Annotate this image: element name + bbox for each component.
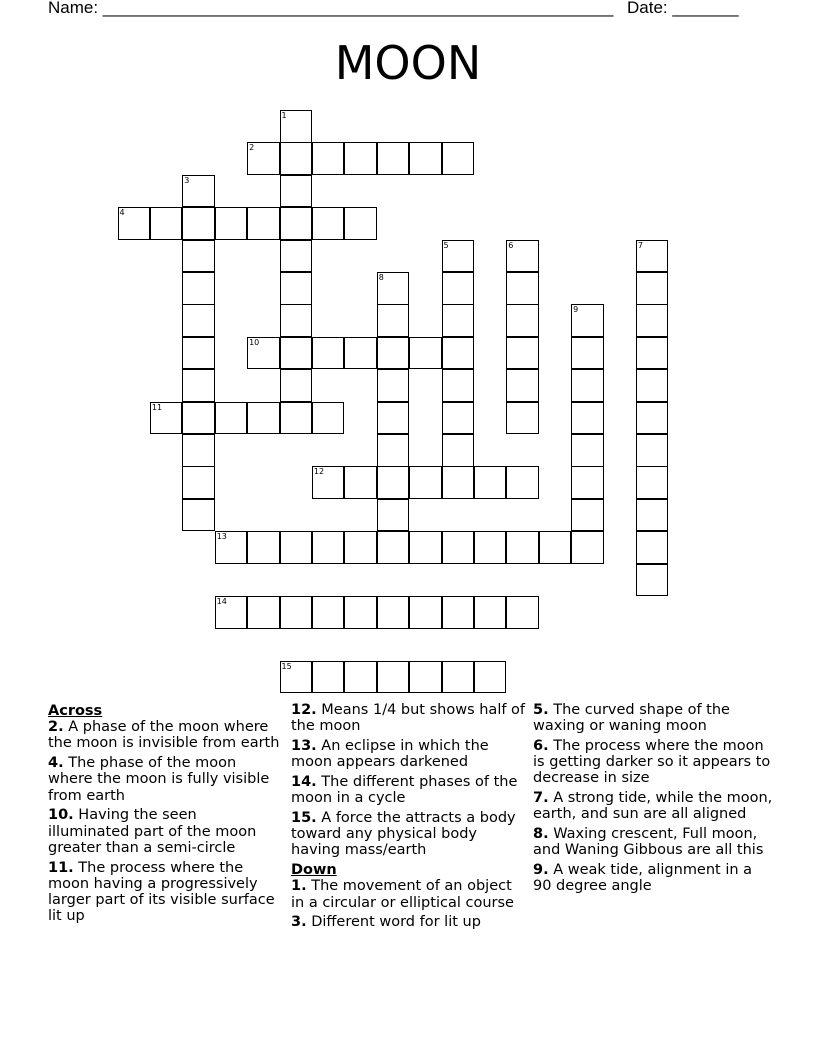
clue-text: Means 1/4 but shows half of the moon	[291, 702, 526, 735]
grid-cell[interactable]	[571, 434, 604, 467]
clue-item	[291, 914, 527, 930]
clue-item	[291, 774, 527, 806]
clue-item	[291, 810, 527, 859]
grid-cell[interactable]	[247, 207, 280, 240]
grid-cell[interactable]	[344, 142, 377, 175]
clue-number: 2	[249, 143, 255, 153]
grid-cell[interactable]	[442, 337, 475, 370]
grid-cell[interactable]	[377, 369, 410, 402]
clue-num: 5.	[533, 702, 549, 718]
grid-cell[interactable]	[571, 402, 604, 435]
grid-cell[interactable]	[247, 337, 280, 370]
clue-number: 13	[216, 532, 227, 542]
grid-cell[interactable]	[377, 466, 410, 499]
clue-num: 4.	[48, 755, 64, 772]
grid-cell[interactable]	[280, 369, 313, 402]
grid-cell[interactable]	[442, 142, 475, 175]
clue-number: 6	[508, 240, 514, 250]
grid-cell[interactable]	[506, 402, 539, 435]
clue-number: 12	[313, 467, 325, 477]
grid-cell[interactable]	[409, 337, 442, 370]
grid-cell[interactable]	[571, 466, 604, 499]
clue-num: 11.	[48, 859, 74, 876]
clue-text: The movement of an object in a circular or elliptical course	[291, 878, 514, 911]
clue-number: 9	[573, 305, 579, 315]
clue-num: 1.	[291, 878, 307, 895]
clue-text: Waxing crescent, Full moon, and Waning Gibbous are all this	[533, 826, 764, 859]
grid-cell[interactable]	[182, 272, 215, 305]
clue-text: A strong tide, while the moon, earth, and sun are all aligned	[533, 790, 773, 823]
grid-cell[interactable]	[571, 531, 604, 564]
grid-cell[interactable]	[215, 207, 248, 240]
clue-number: 8	[378, 273, 384, 282]
grid-cell[interactable]	[409, 596, 442, 629]
grid-cell[interactable]	[571, 369, 604, 402]
grid-cell[interactable]	[280, 531, 313, 564]
date-field: Date: _______	[627, 0, 739, 17]
grid-cell[interactable]	[377, 596, 410, 629]
clue-num: 12.	[291, 702, 317, 718]
grid-cell[interactable]	[182, 207, 215, 240]
clue-number: 11	[151, 402, 163, 412]
grid-cell[interactable]	[312, 207, 345, 240]
grid-cell[interactable]	[571, 499, 604, 532]
grid-cell[interactable]	[344, 337, 377, 370]
grid-cell[interactable]	[182, 240, 215, 273]
grid-cell[interactable]	[506, 337, 539, 370]
clue-text: A phase of the moon where the moon is invisible from earth	[48, 719, 280, 752]
clue-number: 10	[249, 337, 260, 347]
clue-num: 10.	[48, 807, 74, 824]
clue-item	[291, 878, 527, 910]
grid-cell[interactable]	[377, 402, 410, 435]
grid-cell[interactable]	[636, 272, 669, 305]
clue-num: 6.	[533, 738, 549, 754]
grid-cell[interactable]	[344, 596, 377, 629]
grid-cell[interactable]	[312, 661, 345, 694]
grid-cell[interactable]	[377, 531, 410, 564]
clue-text: The process where the moon is getting darker so it appears to decrease in size	[533, 738, 771, 787]
grid-cell[interactable]	[247, 596, 280, 629]
grid-cell[interactable]	[280, 402, 313, 435]
clues-column-2	[291, 702, 527, 934]
clue-text: The phase of the moon where the moon is fully visible from earth	[48, 755, 270, 804]
grid-cell[interactable]	[636, 402, 669, 435]
grid-cell[interactable]	[312, 466, 345, 499]
clue-text: A weak tide, alignment in a 90 degree angle	[533, 862, 753, 895]
grid-cell[interactable]	[636, 240, 669, 273]
grid-cell[interactable]	[442, 369, 475, 402]
grid-cell[interactable]	[280, 596, 313, 629]
grid-cell[interactable]	[377, 499, 410, 532]
grid-cell[interactable]	[280, 304, 313, 337]
grid-cell[interactable]	[474, 531, 507, 564]
grid-cell[interactable]	[182, 466, 215, 499]
clue-text: An eclipse in which the moon appears darkened	[291, 738, 489, 771]
grid-cell[interactable]	[636, 369, 669, 402]
clue-num: 15.	[291, 810, 317, 826]
grid-cell[interactable]	[377, 434, 410, 467]
grid-cell[interactable]	[182, 337, 215, 370]
grid-cell[interactable]	[312, 596, 345, 629]
clue-item	[291, 702, 527, 734]
grid-cell[interactable]	[636, 499, 669, 532]
grid-cell[interactable]	[377, 142, 410, 175]
grid-cell[interactable]	[215, 402, 248, 435]
clue-number: 3	[184, 175, 190, 185]
page-title: MOON	[334, 36, 482, 90]
grid-cell[interactable]	[377, 661, 410, 694]
grid-cell[interactable]	[247, 402, 280, 435]
clue-num: 3.	[291, 914, 307, 931]
grid-cell[interactable]	[182, 304, 215, 337]
clue-item	[48, 860, 280, 925]
grid-cell[interactable]	[636, 304, 669, 337]
grid-cell[interactable]	[280, 207, 313, 240]
clue-text: The different phases of the moon in a cycle	[291, 774, 518, 807]
grid-cell[interactable]	[409, 142, 442, 175]
grid-cell[interactable]	[312, 402, 345, 435]
grid-cell[interactable]	[442, 596, 475, 629]
grid-cell[interactable]	[539, 531, 572, 564]
clue-item	[533, 790, 773, 822]
grid-cell[interactable]	[636, 531, 669, 564]
grid-cell[interactable]	[506, 240, 539, 273]
grid-cell[interactable]	[409, 466, 442, 499]
clue-number: 7	[637, 240, 643, 250]
grid-cell[interactable]	[506, 369, 539, 402]
clue-item	[533, 738, 773, 787]
grid-cell[interactable]	[442, 661, 475, 694]
clue-item	[533, 862, 773, 894]
clue-number: 4	[119, 208, 125, 218]
grid-cell[interactable]	[506, 531, 539, 564]
grid-cell[interactable]	[377, 272, 410, 305]
clue-num: 8.	[533, 826, 549, 843]
clue-num: 14.	[291, 774, 317, 790]
grid-cell[interactable]	[409, 531, 442, 564]
grid-cell[interactable]	[215, 596, 248, 629]
clue-text: A force the attracts a body toward any physical body having mass/earth	[291, 810, 516, 859]
clue-item	[533, 826, 773, 858]
grid-cell[interactable]	[506, 272, 539, 305]
grid-cell[interactable]	[150, 402, 183, 435]
grid-cell[interactable]	[344, 531, 377, 564]
grid-cell[interactable]	[636, 466, 669, 499]
grid-cell[interactable]	[280, 175, 313, 208]
grid-cell[interactable]	[636, 434, 669, 467]
grid-cell[interactable]	[312, 142, 345, 175]
grid-cell[interactable]	[182, 402, 215, 435]
grid-cell[interactable]	[474, 596, 507, 629]
clue-number: 1	[281, 111, 287, 120]
grid-cell[interactable]	[636, 337, 669, 370]
grid-cell[interactable]	[280, 142, 313, 175]
grid-cell[interactable]	[506, 466, 539, 499]
grid-cell[interactable]	[280, 240, 313, 273]
grid-cell[interactable]	[442, 466, 475, 499]
grid-cell[interactable]	[377, 337, 410, 370]
clue-number: 14	[216, 597, 227, 606]
name-field: Name: ______________________________________________________	[48, 0, 614, 17]
grid-cell[interactable]	[442, 272, 475, 305]
grid-cell[interactable]	[636, 564, 669, 597]
grid-cell[interactable]	[312, 337, 345, 370]
grid-cell[interactable]	[182, 369, 215, 402]
clue-item	[533, 702, 773, 734]
grid-cell[interactable]	[409, 661, 442, 694]
clue-text: Having the seen illuminated part of the moon greater than a semi-circle	[48, 807, 257, 856]
grid-cell[interactable]	[247, 142, 280, 175]
grid-cell[interactable]	[442, 304, 475, 337]
clue-num: 9.	[533, 862, 549, 879]
clue-number: 5	[443, 240, 449, 250]
clue-item	[48, 807, 280, 856]
clue-text: Different word for lit up	[311, 914, 481, 931]
clue-num: 2.	[48, 719, 64, 736]
grid-cell[interactable]	[571, 337, 604, 370]
grid-cell[interactable]	[150, 207, 183, 240]
grid-cell[interactable]	[247, 531, 280, 564]
grid-cell[interactable]	[506, 304, 539, 337]
grid-cell[interactable]	[506, 596, 539, 629]
grid-cell[interactable]	[280, 272, 313, 305]
grid-cell[interactable]	[215, 531, 248, 564]
grid-cell[interactable]	[280, 661, 313, 694]
grid-cell[interactable]	[280, 337, 313, 370]
down-heading: Down	[291, 862, 337, 879]
grid-cell[interactable]	[182, 175, 215, 208]
grid-cell[interactable]	[344, 661, 377, 694]
grid-cell[interactable]	[344, 207, 377, 240]
grid-cell[interactable]	[312, 531, 345, 564]
clue-item	[291, 738, 527, 770]
clue-num: 7.	[533, 790, 549, 807]
grid-cell[interactable]	[474, 466, 507, 499]
grid-cell[interactable]	[280, 110, 313, 143]
clues-column-3	[533, 702, 773, 898]
clue-item	[48, 719, 280, 751]
grid-cell[interactable]	[474, 661, 507, 694]
clue-num: 13.	[291, 738, 317, 754]
grid-cell[interactable]	[182, 434, 215, 467]
grid-cell[interactable]	[118, 207, 151, 240]
clues-column-1	[48, 702, 280, 928]
grid-cell[interactable]	[442, 240, 475, 273]
clue-number: 15	[281, 661, 292, 671]
grid-cell[interactable]	[442, 402, 475, 435]
grid-cell[interactable]	[442, 531, 475, 564]
grid-cell[interactable]	[571, 304, 604, 337]
clue-item	[48, 755, 280, 804]
across-heading: Across	[48, 703, 103, 719]
grid-cell[interactable]	[377, 304, 410, 337]
clue-text: The process where the moon having a progressively larger part of its visible surface lit up	[48, 859, 275, 925]
grid-cell[interactable]	[442, 434, 475, 467]
grid-cell[interactable]	[344, 466, 377, 499]
clue-text: The curved shape of the waxing or waning moon	[533, 702, 730, 735]
grid-cell[interactable]	[182, 499, 215, 532]
